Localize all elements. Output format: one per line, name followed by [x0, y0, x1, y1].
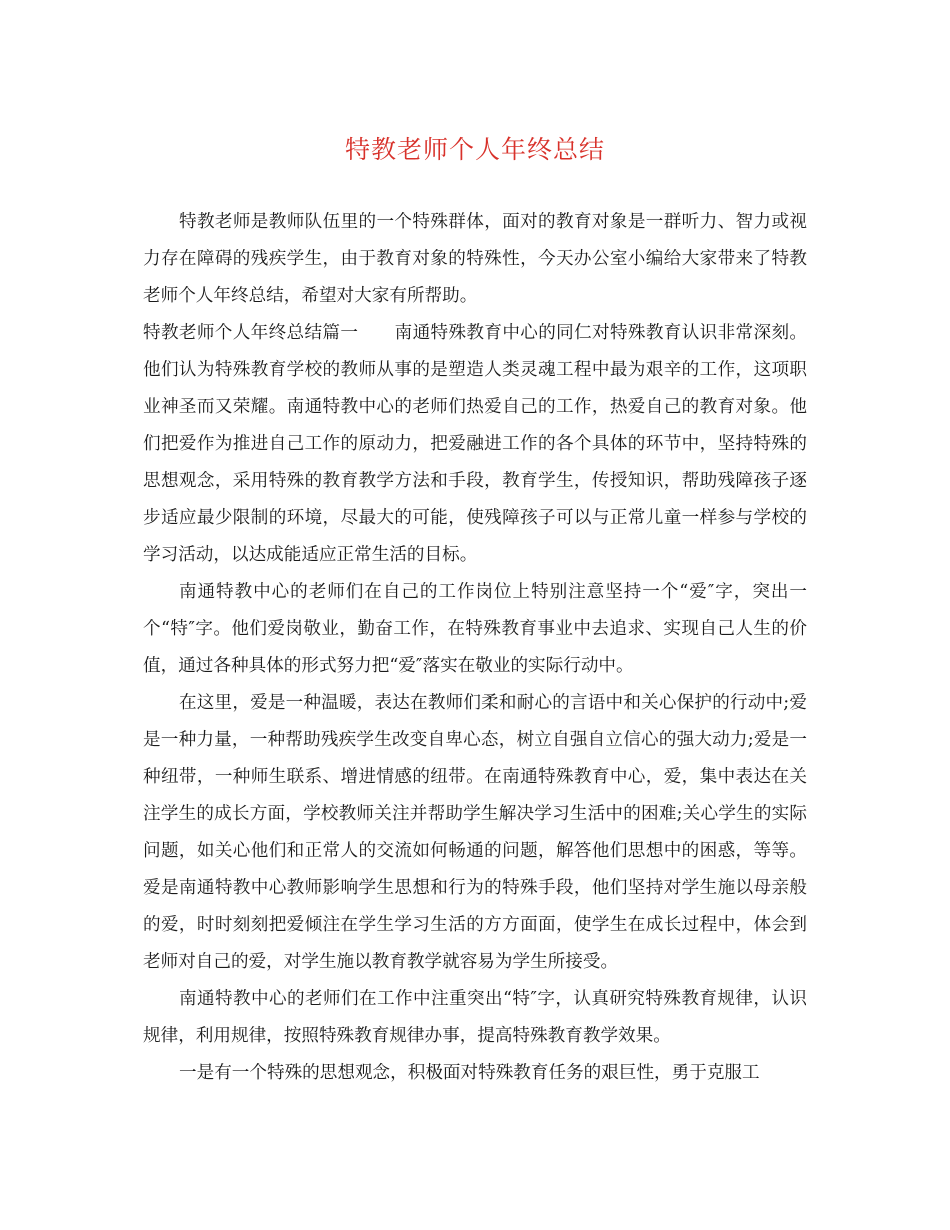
- section-lead-text: 南通特殊教育中心的同仁对特殊教育认识非常深刻。他们认为特殊教育学校的教师从事的是塑造人类灵魂工程中最为艰辛的工作，这项职业神圣而又荣耀。南通特教中心的老师们热爱自己的工作，热爱自己的教育对象。他们把爱作为推进自己工作的原动力，把爱融进工作的各个具体的环节中，坚持特殊的思想观念，采用特殊的教育教学方法和手段，教育学生，传授知识，帮助残障孩子逐步适应最少限制的环境，尽最大的可能，使残障孩子可以与正常儿童一样参与学校的学习活动，以达成能适应正常生活的目标。: [143, 323, 807, 565]
- document-body: [143, 204, 807, 1092]
- body-paragraph: 一是有一个特殊的思想观念，积极面对特殊教育任务的艰巨性，勇于克服工: [179, 1063, 760, 1083]
- body-paragraph: 在这里，爱是一种温暖，表达在教师们柔和耐心的言语中和关心保护的行动中;爱是一种力量，一种帮助残疾学生改变自卑心态，树立自强自立信心的强大动力;爱是一种纽带，一种师生联系、增进情感的纽带。在南通特殊教育中心，爱，集中表达在关注学生的成长方面，学校教师关注并帮助学生解决学习生活中的困难;关心学生的实际问题，如关心他们和正常人的交流如何畅通的问题，解答他们思想中的困惑，等等。爱是南通特教中心教师影响学生思想和行为的特殊手段，他们坚持对学生施以母亲般的爱，时时刻刻把爱倾注在学生学习生活的方方面面，使学生在成长过程中，体会到老师对自己的爱，对学生施以教育教学就容易为学生所接受。: [143, 693, 807, 972]
- body-paragraph: 南通特教中心的老师们在自己的工作岗位上特别注意坚持一个“爱″字，突出一个“特″字。他们爱岗敬业，勤奋工作，在特殊教育事业中去追求、实现自己人生的价值，通过各种具体的形式努力把“爱″落实在敬业的实际行动中。: [143, 582, 807, 676]
- intro-paragraph: 特教老师是教师队伍里的一个特殊群体，面对的教育对象是一群听力、智力或视力存在障碍的残疾学生，由于教育对象的特殊性，今天办公室小编给大家带来了特教老师个人年终总结，希望对大家有所帮助。: [143, 212, 807, 306]
- section-paragraph: [143, 315, 807, 574]
- body-paragraph: 南通特教中心的老师们在工作中注重突出“特″字，认真研究特殊教育规律，认识规律，利用规律，按照特殊教育规律办事，提高特殊教育教学效果。: [143, 989, 807, 1046]
- document-title: 特教老师个人年终总结: [344, 135, 605, 164]
- section-title: 特教老师个人年终总结篇一: [143, 323, 359, 343]
